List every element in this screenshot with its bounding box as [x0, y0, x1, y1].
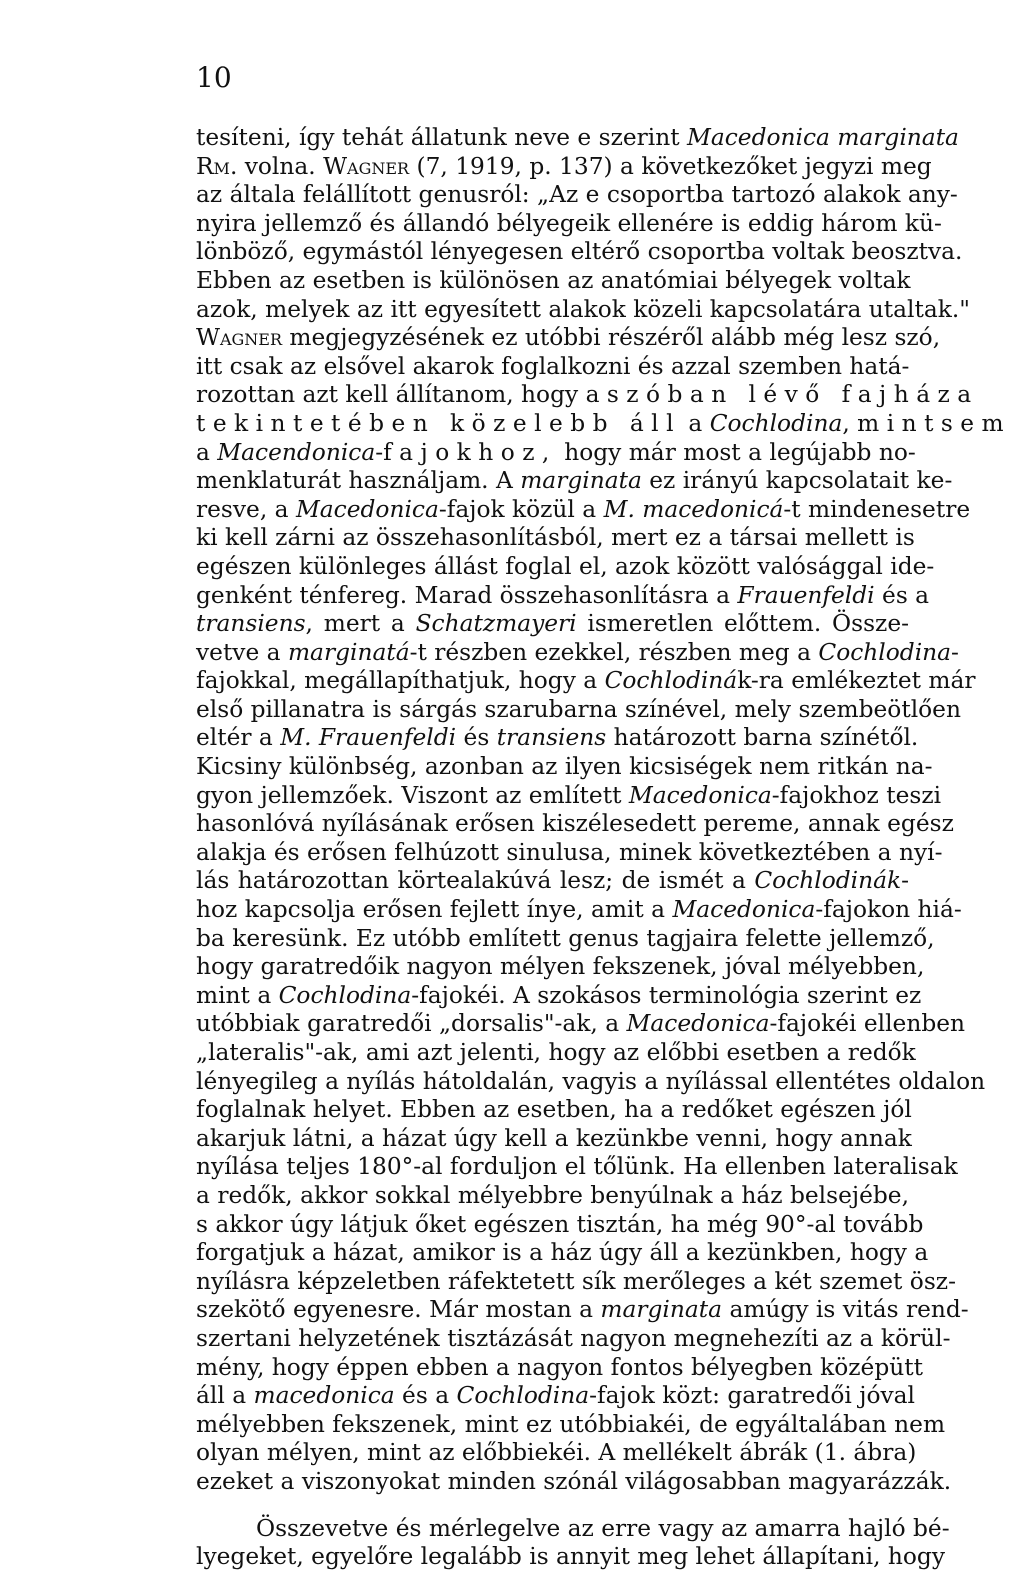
italic-term: Macedonica [626, 1010, 770, 1038]
italic-term: transiens [496, 724, 607, 752]
italic-term: Cochlodina [709, 409, 843, 437]
text-line [196, 1039, 916, 1068]
paragraph [196, 124, 1012, 1497]
text-line [196, 1096, 912, 1125]
text-span: s akkor úgy látjuk őket egészen tisztán, ha még 90°-al tovább [196, 1210, 924, 1238]
text-span: resve, a [196, 495, 296, 523]
styled-text: szóban lévő fajháza [606, 381, 979, 409]
text-span: ismeretlen előttem. Össze- [576, 610, 909, 638]
text-span: a redők, akkor sokkal mélyebbre benyúlnak a ház belsejébe, [196, 1181, 909, 1209]
body-text [196, 124, 1012, 1572]
text-line [196, 1410, 946, 1440]
text-span: áll a [196, 1382, 254, 1410]
text-span: k-ra emlékeztet már [737, 667, 976, 695]
text-line [196, 724, 919, 753]
text-line [196, 467, 953, 496]
text-line [196, 409, 1012, 439]
text-span: a [681, 409, 710, 437]
text-line [196, 1267, 956, 1297]
text-line [196, 1153, 958, 1182]
text-line [196, 753, 933, 782]
text-span: lényegileg a nyílás hátoldalán, vagyis a nyílással ellentétes oldalon [196, 1067, 986, 1095]
italic-term: Macendonica [217, 438, 376, 466]
italic-term: marginata [520, 467, 642, 495]
styled-text: Wagner [196, 324, 283, 352]
text-line [196, 838, 943, 868]
text-line [196, 181, 958, 210]
text-span: akarjuk látni, a házat úgy kell a kezünkbe venni, hogy annak [196, 1124, 912, 1152]
italic-term: Cochlodina [456, 1382, 590, 1410]
italic-term: marginata [600, 1296, 723, 1324]
text-line [196, 1296, 969, 1325]
text-span: hasonlóvá nyílásának erősen kiszélesedett pereme, annak egész [196, 810, 954, 838]
text-line [196, 524, 915, 553]
text-span: ki kell zárni az összehasonlításból, mert ez a társai mellett is [196, 524, 915, 552]
italic-term: M. macedonicá [603, 495, 784, 523]
text-line [196, 981, 922, 1011]
text-span: és a [394, 1382, 457, 1410]
text-span: rozottan azt kell állítanom, hogy a [196, 381, 607, 409]
text-span: menklaturát használjam. A [196, 467, 521, 495]
text-span: ezeket a viszonyokat minden szónál világosabban magyarázzák. [196, 1467, 952, 1495]
text-span: lás határozottan körtealakúvá lesz; de ismét a [196, 867, 755, 895]
styled-text: tekintetében közelebb áll [196, 409, 681, 437]
italic-term: Cochlodiná [604, 667, 738, 695]
text-line [196, 953, 925, 982]
text-line [196, 295, 970, 325]
text-span: -fajok közt: garatredői jóval [589, 1382, 916, 1410]
text-line [196, 1067, 986, 1097]
text-span: genként ténfereg. Marad összehasonlításra a [196, 581, 738, 609]
text-span: -fajokhoz teszi [771, 781, 942, 809]
text-span: azok, melyek az itt egyesített alakok közeli kapcsolatára utaltak." [196, 295, 970, 323]
text-span: hogy garatredőik nagyon mélyen fekszenek, jóval mélyebben, [196, 953, 925, 981]
text-span: a [196, 438, 218, 466]
paragraph [196, 1514, 950, 1572]
text-span: egészen különleges állást foglal el, azok között valósággal ide- [196, 552, 935, 580]
styled-text: Rm [196, 152, 230, 180]
text-span: -fajokéi. A szokásos terminológia szerint ez [411, 981, 922, 1009]
text-line [196, 1439, 917, 1468]
italic-term: Macedonica [295, 495, 439, 523]
italic-term: transiens [196, 610, 306, 638]
text-line [196, 1239, 929, 1268]
text-span: első pillanatra is sárgás szarubarna színével, mely szembeötlően [196, 695, 961, 723]
text-line [196, 610, 909, 639]
text-span: ba keresünk. Ez utóbb említett genus tagjaira felette jellemző, [196, 924, 935, 952]
text-span: eltér a [196, 724, 281, 752]
text-span: szertani helyzetének tisztázását nagyon megnehezíti az a körül- [196, 1324, 951, 1352]
text-line [196, 438, 916, 468]
text-span: itt csak az elsővel akarok foglalkozni és azzal szemben hatá- [196, 352, 910, 380]
text-line [196, 638, 959, 668]
text-line [196, 381, 979, 410]
text-line [196, 353, 909, 382]
italic-term: Macedonica [672, 896, 816, 924]
text-span: fajokkal, megállapíthatjuk, hogy a [196, 667, 605, 695]
text-span: - [901, 867, 909, 895]
text-span: foglalnak helyet. Ebben az esetben, ha a redőket egészen jól [196, 1096, 912, 1124]
text-span: gyon jellemzőek. Viszont az említett [196, 781, 629, 809]
text-span: tesíteni, így tehát állatunk neve e szerint [196, 124, 687, 151]
italic-term: Cochlodinák [754, 867, 902, 895]
text-span: - [375, 438, 384, 466]
text-line [196, 124, 959, 153]
text-span: mény, hogy éppen ebben a nagyon fontos bélyegben középütt [196, 1353, 923, 1381]
text-span: . volna. [229, 152, 324, 180]
text-span: lyegeket, egyelőre legalább is annyit meg lehet állapítani, hogy [196, 1543, 945, 1571]
text-span: Kicsiny különbség, azonban az ilyen kicsiségek nem ritkán na- [196, 753, 933, 781]
text-line [196, 1514, 950, 1544]
text-span: szekötő egyenesre. Már mostan a [196, 1296, 601, 1324]
text-line [196, 781, 942, 811]
text-span: mélyebben fekszenek, mint ez utóbbiakéi, de egyáltalában nem [196, 1410, 946, 1438]
text-span: megjegyzésének ez utóbbi részéről alább még lesz szó, [282, 324, 941, 352]
text-span: alakja és erősen felhúzott sinulusa, minek következtében a nyí- [196, 838, 943, 866]
text-span: -fajok közül a [438, 495, 604, 523]
italic-term: Cochlodina [818, 638, 952, 666]
text-line [196, 1467, 952, 1497]
text-span: hogy már most a legújabb no- [556, 438, 916, 466]
italic-term: Macedonica marginata [687, 124, 959, 151]
text-span: forgatjuk a házat, amikor is a ház úgy áll a kezünkben, hogy a [196, 1239, 929, 1267]
text-span: (7, 1919, p. 137) a következőket jegyzi meg [409, 152, 932, 180]
italic-term: Macedonica [628, 781, 772, 809]
text-span: nyílásra képzeletben ráfektetett sík merőleges a két szemet ösz- [196, 1267, 956, 1295]
text-line [196, 924, 935, 954]
text-line [196, 1324, 951, 1354]
text-line [196, 1543, 945, 1572]
text-span: -fajokon hiá- [815, 896, 962, 924]
italic-term: marginatá [287, 638, 410, 666]
styled-text: Wagner [323, 152, 410, 180]
text-span: vetve a [196, 638, 288, 666]
italic-term: Cochlodina [278, 981, 412, 1009]
text-line [196, 1124, 912, 1154]
text-line [196, 238, 963, 267]
text-span: - [951, 638, 959, 666]
text-span: olyan mélyen, mint az előbbiekéi. A mellékelt ábrák (1. ábra) [196, 1439, 917, 1467]
text-span: -fajokéi ellenben [769, 1010, 966, 1038]
text-line [196, 324, 941, 353]
italic-term: M. Frauenfeldi [280, 724, 457, 752]
text-line [196, 552, 935, 582]
text-line [196, 695, 961, 725]
italic-term: Schatzmayeri [415, 610, 577, 638]
text-line [196, 267, 909, 296]
text-span: nyira jellemző és állandó bélyegeik ellenére is eddig három kü- [196, 209, 942, 237]
text-line [196, 1353, 923, 1383]
text-span: -t részben ezekkel, részben meg a [409, 638, 819, 666]
text-span: ez irányú kapcsolatait ke- [641, 467, 953, 495]
text-line [196, 667, 976, 696]
text-span: nyílása teljes 180°-al forduljon el tőlünk. Ha ellenben lateralisak [196, 1153, 958, 1181]
text-span: Összevetve és mérlegelve az erre vagy az amarra hajló bé- [256, 1514, 950, 1542]
italic-term: Frauenfeldi [737, 581, 875, 609]
text-line [196, 1382, 916, 1411]
text-span: amúgy is vitás rend- [722, 1296, 969, 1324]
text-line [196, 867, 909, 896]
text-span: , mert a [305, 610, 416, 638]
text-span: az általa felállított genusról: „Az e csoportba tartozó alakok any- [196, 181, 958, 209]
text-span: mint a [196, 981, 279, 1009]
text-span: Ebben az esetben is különösen az anatómiai bélyegek voltak [196, 266, 911, 294]
text-line [196, 896, 962, 925]
styled-text: fajokhoz, [383, 438, 557, 466]
text-line [196, 1182, 909, 1211]
text-span: határozott barna színétől. [606, 724, 919, 752]
text-span: , [842, 409, 858, 437]
text-span: „lateralis"-ak, ami azt jelenti, hogy az előbbi esetben a redők [196, 1039, 916, 1066]
text-span: utóbbiak garatredői „dorsalis"-ak, a [196, 1010, 627, 1038]
text-span: -t mindenesetre [783, 495, 971, 523]
page-number: 10 [196, 61, 232, 94]
text-line [196, 581, 930, 611]
text-line [196, 152, 932, 182]
text-line [196, 495, 971, 525]
text-line [196, 209, 942, 239]
text-span: és a [874, 581, 930, 609]
text-span: hoz kapcsolja erősen fejlett ínye, amit a [196, 896, 673, 924]
text-span: lönböző, egymástól lényegesen eltérő csoportba voltak beosztva. [196, 238, 963, 266]
text-span: és [456, 724, 497, 752]
styled-text: mintsem [857, 409, 1012, 437]
text-line [196, 1210, 924, 1240]
italic-term: macedonica [253, 1382, 395, 1410]
text-line [196, 1010, 966, 1039]
text-line [196, 810, 954, 839]
